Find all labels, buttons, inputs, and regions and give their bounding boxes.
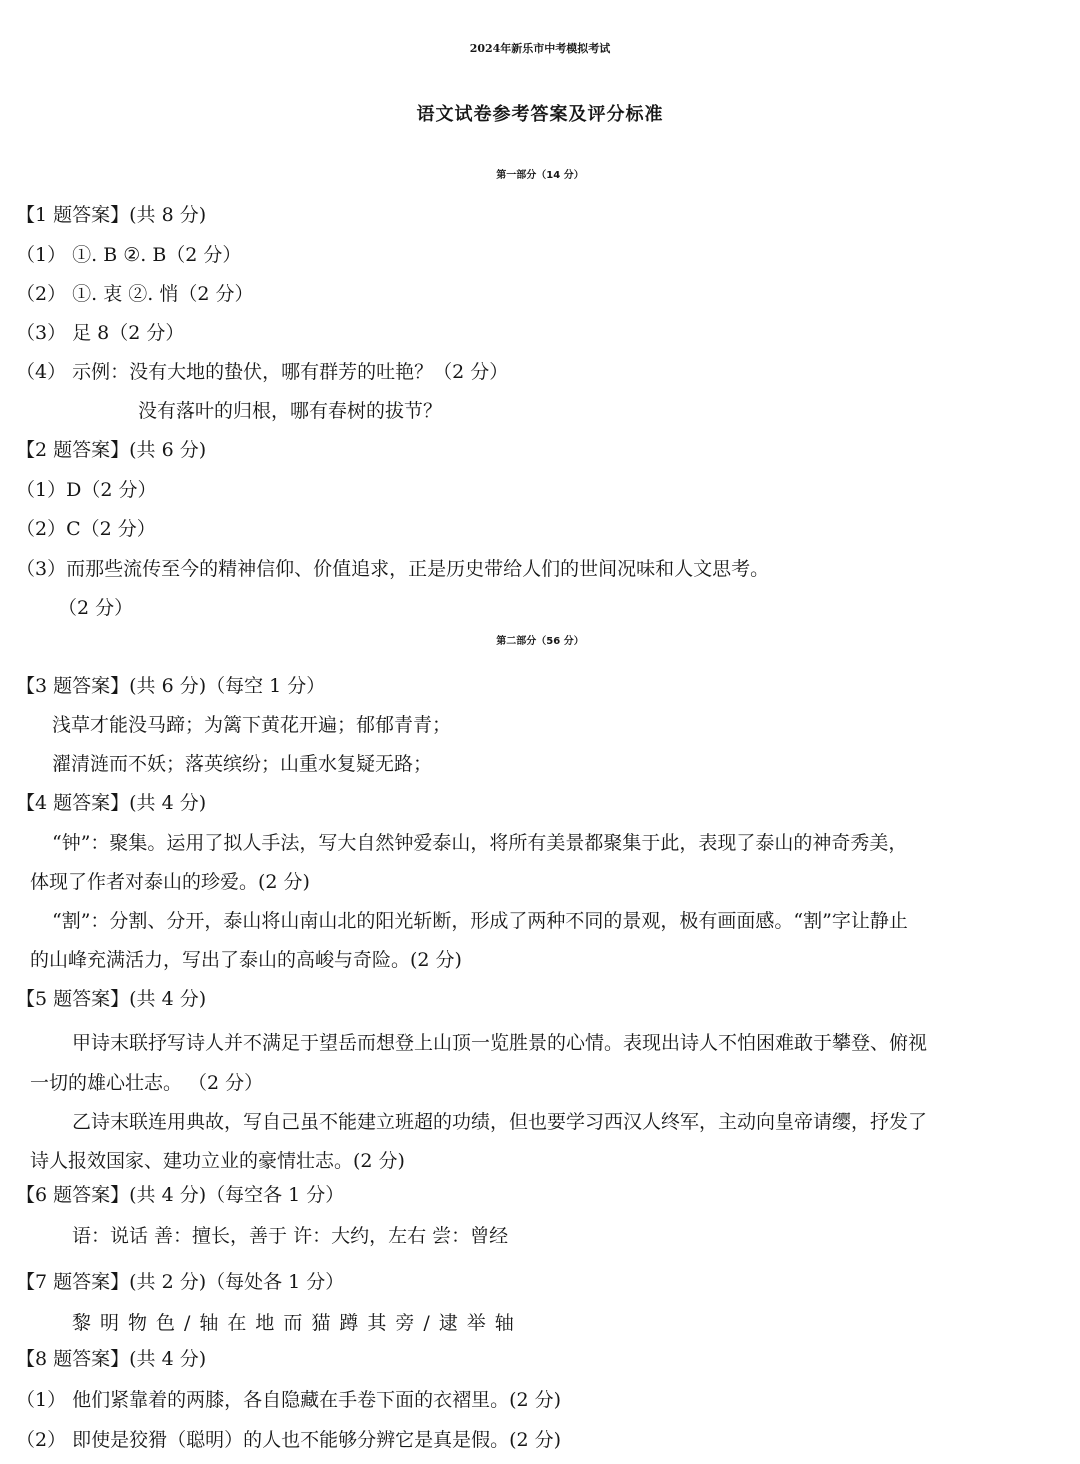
- exam-title: 2024年新乐市中考模拟考试: [469, 42, 611, 55]
- q4-para1-line1: “钟”：聚集。运用了拟人手法，写大自然钟爱泰山，将所有美景都聚集于此，表现了泰山的神奇秀美，: [52, 832, 908, 854]
- q3-answer-1: 浅草才能没马蹄；为篱下黄花开遍；郁郁青青；: [52, 714, 452, 736]
- q6-header: 【6 题答案】(共 4 分)（每空各 1 分）: [16, 1184, 345, 1206]
- part1-heading: 第一部分（14 分）: [496, 170, 584, 181]
- q7-answer: 黎明物色/轴在地而猫蹲其旁/逮举轴: [72, 1312, 523, 1334]
- q3-header: 【3 题答案】(共 6 分)（每空 1 分）: [16, 675, 326, 697]
- q2-answer-2: （2）C（2 分）: [16, 518, 156, 540]
- q8-header: 【8 题答案】(共 4 分): [16, 1348, 207, 1370]
- q5-header: 【5 题答案】(共 4 分): [16, 988, 207, 1010]
- q4-para1-line2: 体现了作者对泰山的珍爱。(2 分): [30, 871, 310, 893]
- q1-answer-2: （2） ①. 衷 ②. 悄（2 分）: [16, 283, 254, 305]
- q4-para2-line1: “割”：分割、分开，泰山将山南山北的阳光斩断，形成了两种不同的景观，极有画面感。“割”字让静止: [52, 910, 908, 932]
- q1-answer-4: （4） 示例：没有大地的蛰伏，哪有群芳的吐艳？（2 分）: [16, 361, 509, 383]
- q6-answer: 语：说话 善：擅长，善于 许：大约，左右 尝：曾经: [72, 1225, 509, 1247]
- q2-answer-3-score: （2 分）: [58, 597, 134, 619]
- q5-para2-line2: 诗人报效国家、建功立业的豪情壮志。(2 分): [30, 1150, 405, 1172]
- q2-answer-3: （3）而那些流传至今的精神信仰、价值追求，正是历史带给人们的世间况味和人文思考。: [16, 558, 770, 580]
- answer-key-title: 语文试卷参考答案及评分标准: [416, 104, 664, 125]
- q1-answer-4-cont: 没有落叶的归根，哪有春树的拔节？: [138, 400, 443, 422]
- q1-answer-3: （3） 足 8（2 分）: [16, 322, 185, 344]
- q7-header: 【7 题答案】(共 2 分)（每处各 1 分）: [16, 1271, 345, 1293]
- q4-para2-line2: 的山峰充满活力，写出了泰山的高峻与奇险。(2 分): [30, 949, 462, 971]
- q2-header: 【2 题答案】(共 6 分): [16, 439, 207, 461]
- part2-heading: 第二部分（56 分）: [496, 636, 584, 647]
- q5-para1-line1: 甲诗末联抒写诗人并不满足于望岳而想登上山顶一览胜景的心情。表现出诗人不怕困难敢于攀登、俯视: [72, 1032, 928, 1054]
- q5-para2-line1: 乙诗末联连用典故，写自己虽不能建立班超的功绩，但也要学习西汉人终军，主动向皇帝请缨，抒发了: [72, 1111, 928, 1133]
- q5-para1-line2: 一切的雄心壮志。 （2 分）: [30, 1072, 264, 1094]
- q8-answer-2: （2） 即使是狡猾（聪明）的人也不能够分辨它是真是假。(2 分): [16, 1429, 562, 1451]
- q8-answer-1: （1） 他们紧靠着的两膝，各自隐藏在手卷下面的衣褶里。(2 分): [16, 1389, 562, 1411]
- q1-answer-1: （1） ①. B ②. B（2 分）: [16, 244, 242, 266]
- q2-answer-1: （1）D（2 分）: [16, 479, 157, 501]
- q4-header: 【4 题答案】(共 4 分): [16, 792, 207, 814]
- q3-answer-2: 濯清涟而不妖；落英缤纷；山重水复疑无路；: [52, 753, 433, 775]
- q1-header: 【1 题答案】(共 8 分): [16, 204, 207, 226]
